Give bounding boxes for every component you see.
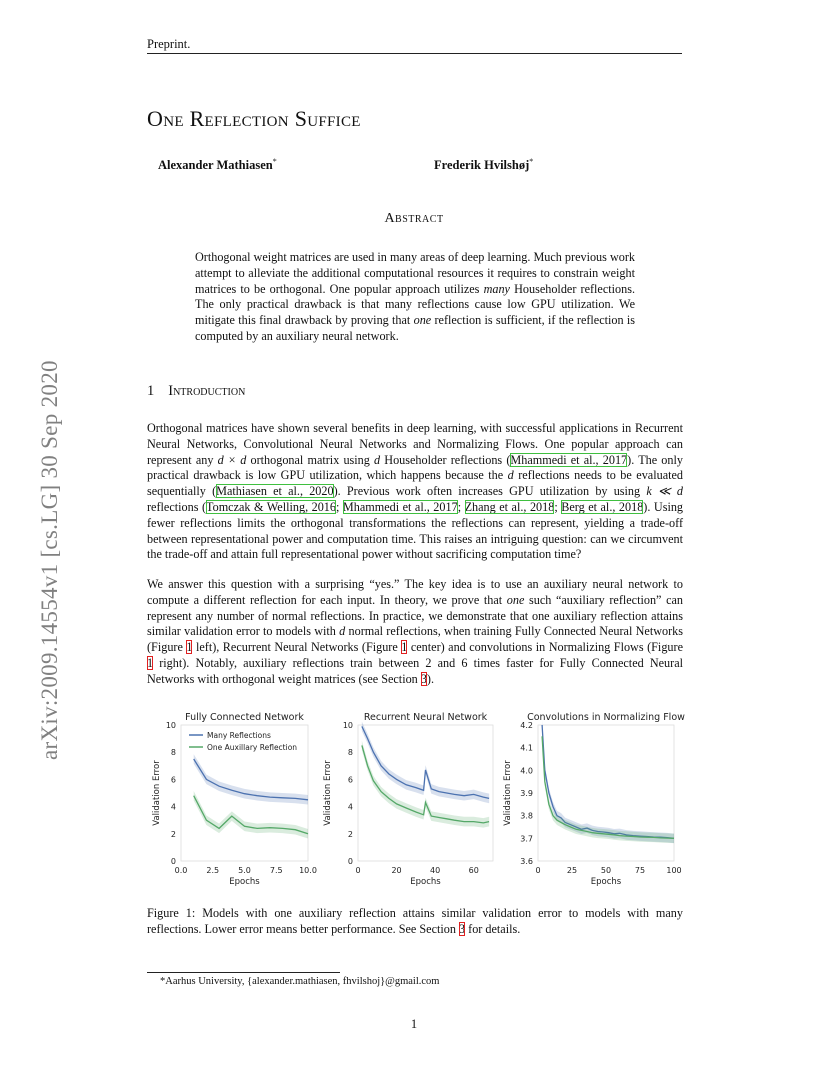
header-rule — [147, 53, 682, 54]
y-tick-label: 3.9 — [520, 789, 533, 798]
y-tick-label: 4 — [170, 802, 176, 812]
x-axis-label: Epochs — [229, 877, 260, 887]
footnote-rule — [147, 972, 340, 973]
y-tick-label: 0 — [170, 857, 176, 866]
text-run: for details. — [465, 921, 521, 936]
text-run: such “auxiliary reflection” can represent any number of normal reflections. In practice, we demonstrate that one auxiliary reflection attains similar validation error to models with — [147, 592, 683, 639]
x-axis-label: Epochs — [410, 877, 441, 887]
y-tick-label: 6 — [347, 775, 353, 785]
y-tick-label: 2 — [170, 829, 176, 839]
text-run: ; — [336, 499, 343, 514]
text-run: reflection is sufficient, if the reflection is computed by an auxiliary neural network. — [195, 313, 635, 343]
paper-title: One Reflection Suffice — [147, 106, 361, 131]
text-run: We answer this question with a surprising “yes.” The key idea is to use an auxiliary neural network to compute a different reflection for each input. In theory, we prove that — [147, 577, 683, 607]
y-axis-label: Validation Error — [323, 760, 333, 826]
intro-paragraph-2 — [147, 577, 683, 688]
y-tick-label: 10 — [342, 721, 353, 730]
text-run: reflections needs to be evaluated sequentially ( — [147, 468, 683, 499]
author-name: Frederik Hvilshøj — [434, 158, 530, 173]
x-tick-label: 75 — [634, 866, 646, 875]
text-run: ; — [457, 499, 465, 514]
text-run: normal reflections, when training Fully Connected Neural Networks (Figure — [147, 624, 683, 655]
x-tick-label: 40 — [430, 866, 441, 875]
text-run: ). Using fewer reflections limits the orthogonal transformations the reflections can represent, yielding a trade-off between representational power and computation time. This raises an intriguing question: can we circumvent the trade-off and attain full representational power without sacrificing computation time? — [147, 499, 684, 562]
figure-caption — [147, 906, 683, 938]
author-name: Alexander Mathiasen — [158, 158, 273, 173]
abstract-text — [195, 250, 635, 345]
x-axis-label: Epochs — [590, 877, 622, 887]
x-tick-label: 2.5 — [206, 866, 220, 875]
text-run: orthogonal matrix using — [246, 452, 375, 467]
y-tick-label: 4.2 — [520, 721, 533, 730]
y-tick-label: 8 — [170, 748, 176, 758]
x-tick-label: 20 — [391, 866, 402, 875]
legend-label: One Auxillary Reflection — [207, 743, 298, 752]
author-2 — [434, 157, 533, 173]
y-tick-label: 10 — [165, 721, 176, 730]
text-run: center) and convolutions in Normalizing Flows (Figure — [407, 640, 683, 655]
citation-link[interactable]: Berg et al., 2018 — [561, 499, 644, 514]
arxiv-stamp: arXiv:2009.14554v1 [cs.LG] 30 Sep 2020 — [37, 360, 62, 760]
y-tick-label: 4 — [347, 802, 353, 812]
figure-1 — [148, 704, 688, 894]
emphasis: one — [506, 592, 525, 607]
citation-link[interactable]: Mathiasen et al., 2020 — [216, 484, 334, 499]
x-tick-label: 25 — [566, 866, 578, 875]
figure-ref-link[interactable]: 1 — [401, 640, 408, 655]
text-run: ). — [426, 671, 435, 686]
footnote: *Aarhus University, {alexander.mathiasen, fhvilshoj}@gmail.com — [160, 976, 440, 987]
x-tick-label: 60 — [468, 866, 479, 875]
page-number: 1 — [410, 1017, 418, 1031]
section-heading — [147, 383, 245, 400]
author-1 — [158, 157, 277, 173]
x-tick-label: 5.0 — [238, 866, 251, 875]
x-tick-label: 0.0 — [174, 866, 188, 875]
text-run: ). Previous work often increases GPU utilization by using — [333, 484, 647, 499]
emphasis: one — [413, 313, 432, 328]
y-tick-label: 3.8 — [520, 811, 533, 821]
author-mark: * — [272, 157, 277, 166]
text-run: Orthogonal matrices have shown several benefits in deep learning, with successful applications in Recurrent Neural Networks, Convolutional Neural Networks and Normalizing Flows. One popular approach can represent any — [147, 421, 683, 467]
chart-title: Fully Connected Network — [185, 712, 304, 723]
text-run: ; — [554, 499, 562, 514]
chart-title: Recurrent Neural Network — [363, 712, 488, 723]
author-mark: * — [529, 157, 534, 166]
y-axis-label: Validation Error — [503, 760, 513, 826]
figure-ref-link[interactable]: 1 — [147, 655, 154, 670]
y-axis-label: Validation Error — [152, 760, 162, 826]
abstract-heading: Abstract — [384, 211, 444, 226]
text-run: Figure 1: Models with one auxiliary reflection attains similar validation error to models with many reflections. Lower error means better performance. See Section — [147, 906, 683, 936]
x-tick-label: 50 — [600, 866, 612, 875]
x-tick-label: 0 — [355, 866, 361, 875]
text-run: Householder reflections. The only practical drawback is that many reflections cause low GPU utilization. We mitigate this final drawback by proving that — [195, 281, 635, 328]
x-tick-label: 7.5 — [269, 866, 283, 875]
citation-link[interactable]: Mhammedi et al., 2017 — [342, 499, 458, 514]
x-tick-label: 100 — [666, 866, 682, 875]
y-tick-label: 4.1 — [520, 743, 533, 753]
math: k ≪ d — [646, 484, 683, 499]
y-tick-label: 2 — [347, 829, 353, 839]
y-tick-label: 4.0 — [520, 766, 533, 776]
legend-label: Many Reflections — [207, 731, 271, 740]
text-run: Householder reflections ( — [380, 452, 511, 467]
x-tick-label: 0 — [535, 866, 541, 875]
math: d — [339, 624, 346, 639]
citation-link[interactable]: Mhammedi et al., 2017 — [510, 452, 628, 467]
y-tick-label: 6 — [170, 775, 176, 785]
y-tick-label: 0 — [347, 857, 353, 866]
text-run: left), Recurrent Neural Networks (Figure — [192, 640, 402, 655]
running-header: Preprint. — [147, 37, 191, 51]
section-ref-link[interactable]: 3 — [459, 921, 466, 936]
section-ref-link[interactable]: 3 — [420, 671, 427, 686]
text-run: reflections ( — [147, 499, 207, 514]
text-run: ). The only practical drawback is low GPU utilization, which happens because the — [147, 452, 683, 483]
x-tick-label: 10.0 — [299, 866, 317, 875]
section-title: Introduction — [168, 383, 246, 399]
math: d — [507, 468, 514, 483]
y-tick-label: 3.6 — [520, 857, 533, 866]
math: d — [374, 452, 381, 467]
text-run: Orthogonal weight matrices are used in many areas of deep learning. Much previous work attempt to alleviate the additional computational resources it requires to constrain weight matrices to be orthogonal. One popular approach utilizes — [195, 250, 635, 296]
section-number: 1 — [147, 383, 155, 399]
figure-ref-link[interactable]: 1 — [186, 640, 193, 655]
citation-link[interactable]: Tomczak & Welling, 2016 — [206, 499, 336, 514]
y-tick-label: 3.7 — [520, 834, 533, 844]
chart-title: Convolutions in Normalizing Flow — [527, 712, 685, 723]
text-run: right). Notably, auxiliary reflections train between 2 and 6 times faster for Fully Connected Neural Networks with orthogonal weight matrices (see Section — [147, 655, 683, 686]
y-tick-label: 8 — [347, 748, 353, 758]
emphasis: many — [483, 281, 510, 296]
intro-paragraph-1 — [147, 421, 683, 563]
math: d × d — [217, 452, 247, 467]
citation-link[interactable]: Zhang et al., 2018 — [464, 499, 555, 514]
